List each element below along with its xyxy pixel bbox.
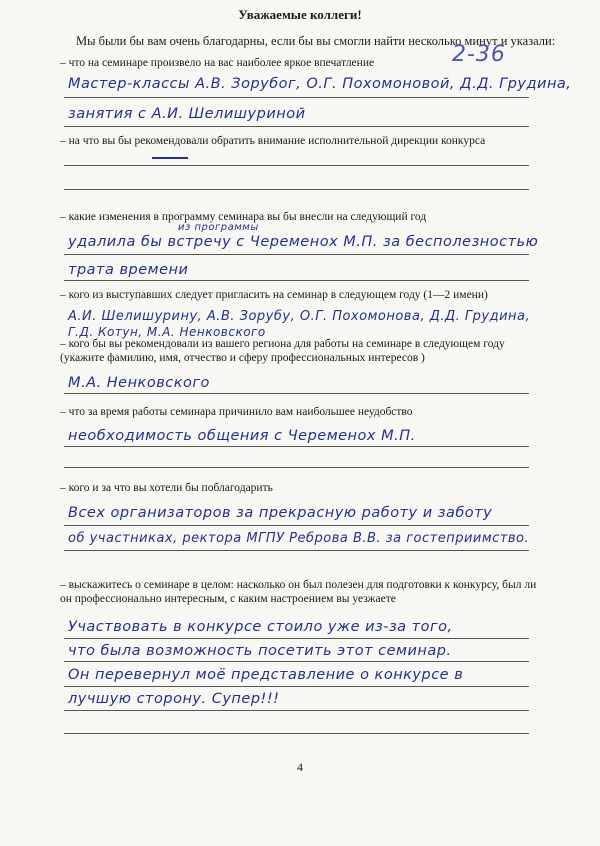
answer-line — [64, 97, 529, 98]
answer-line — [64, 686, 529, 687]
answer-6-line-1: необходимость общения с Череменох М.П. — [68, 428, 416, 444]
answer-line — [64, 710, 529, 711]
answer-line — [64, 254, 529, 255]
answer-3-insertion: из программы — [178, 222, 259, 233]
answer-line — [64, 661, 529, 662]
answer-3-line-2: трата времени — [68, 262, 189, 278]
answer-8-line-1: Участвовать в конкурсе стоило уже из-за того, — [68, 619, 453, 635]
question-7: – кого и за что вы хотели бы поблагодарить — [60, 482, 273, 494]
page-title: Уважаемые коллеги! — [238, 7, 362, 22]
handwritten-corner-mark: 2-36 — [452, 42, 506, 67]
answer-3-line-1: удалила бы встречу с Череменох М.П. за бесполезностью — [68, 234, 539, 250]
question-6: – что за время работы семинара причинило вам наибольшее неудобство — [60, 406, 413, 418]
page-number: 4 — [297, 760, 303, 774]
answer-2-dash — [152, 157, 188, 159]
answer-line — [64, 446, 529, 447]
answer-4-line-1: А.И. Шелишурину, А.В. Зорубу, О.Г. Похомонова, Д.Д. Грудина, — [68, 309, 531, 324]
question-1: – что на семинаре произвело на вас наиболее яркое впечатление — [60, 57, 375, 69]
answer-5-line-1: М.А. Ненковского — [68, 375, 210, 391]
answer-line — [64, 126, 529, 127]
answer-line — [64, 525, 529, 526]
answer-8-line-3: Он перевернул моё представление о конкурсе в — [68, 667, 464, 683]
question-4: – кого из выступавших следует пригласить на семинар в следующем году (1—2 имени) — [60, 289, 488, 301]
answer-line — [64, 165, 529, 166]
answer-line — [64, 189, 529, 190]
answer-line — [64, 467, 529, 468]
answer-line — [64, 280, 529, 281]
answer-line — [64, 638, 529, 639]
answer-8-line-4: лучшую сторону. Супер!!! — [68, 691, 280, 707]
answer-7-line-1: Всех организаторов за прекрасную работу и заботу — [68, 505, 493, 521]
answer-1-line-2: занятия с А.И. Шелишуриной — [68, 106, 306, 122]
answer-line — [64, 393, 529, 394]
answer-1-line-1: Мастер-классы А.В. Зорубог, О.Г. Похомоновой, Д.Д. Грудина, — [68, 76, 572, 92]
answer-7-line-2: об участниках, ректора МГПУ Реброва В.В. за гостеприимство. — [68, 531, 530, 546]
question-5: – кого бы вы рекомендовали из вашего региона для работы на семинаре в следующем году (укажите фамилию, имя, отчество и сферу профессиональных интересов ) — [60, 338, 505, 364]
question-2: – на что вы бы рекомендовали обратить внимание исполнительной дирекции конкурса — [60, 135, 486, 147]
question-3: – какие изменения в программу семинара вы бы внесли на следующий год — [60, 211, 427, 223]
answer-4-line-2: Г.Д. Котун, М.А. Ненковского — [68, 325, 266, 339]
answer-8-line-2: что была возможность посетить этот семинар. — [68, 643, 452, 659]
answer-line — [64, 550, 529, 551]
answer-line — [64, 733, 529, 734]
question-8: – выскажитесь о семинаре в целом: насколько он был полезен для подготовки к конкурсу, был ли он профессионально интересным, с каким настроением вы уезжаете — [60, 579, 537, 605]
intro-text: Мы были бы вам очень благодарны, если бы вы смогли найти несколько минут и указали: — [76, 34, 556, 48]
